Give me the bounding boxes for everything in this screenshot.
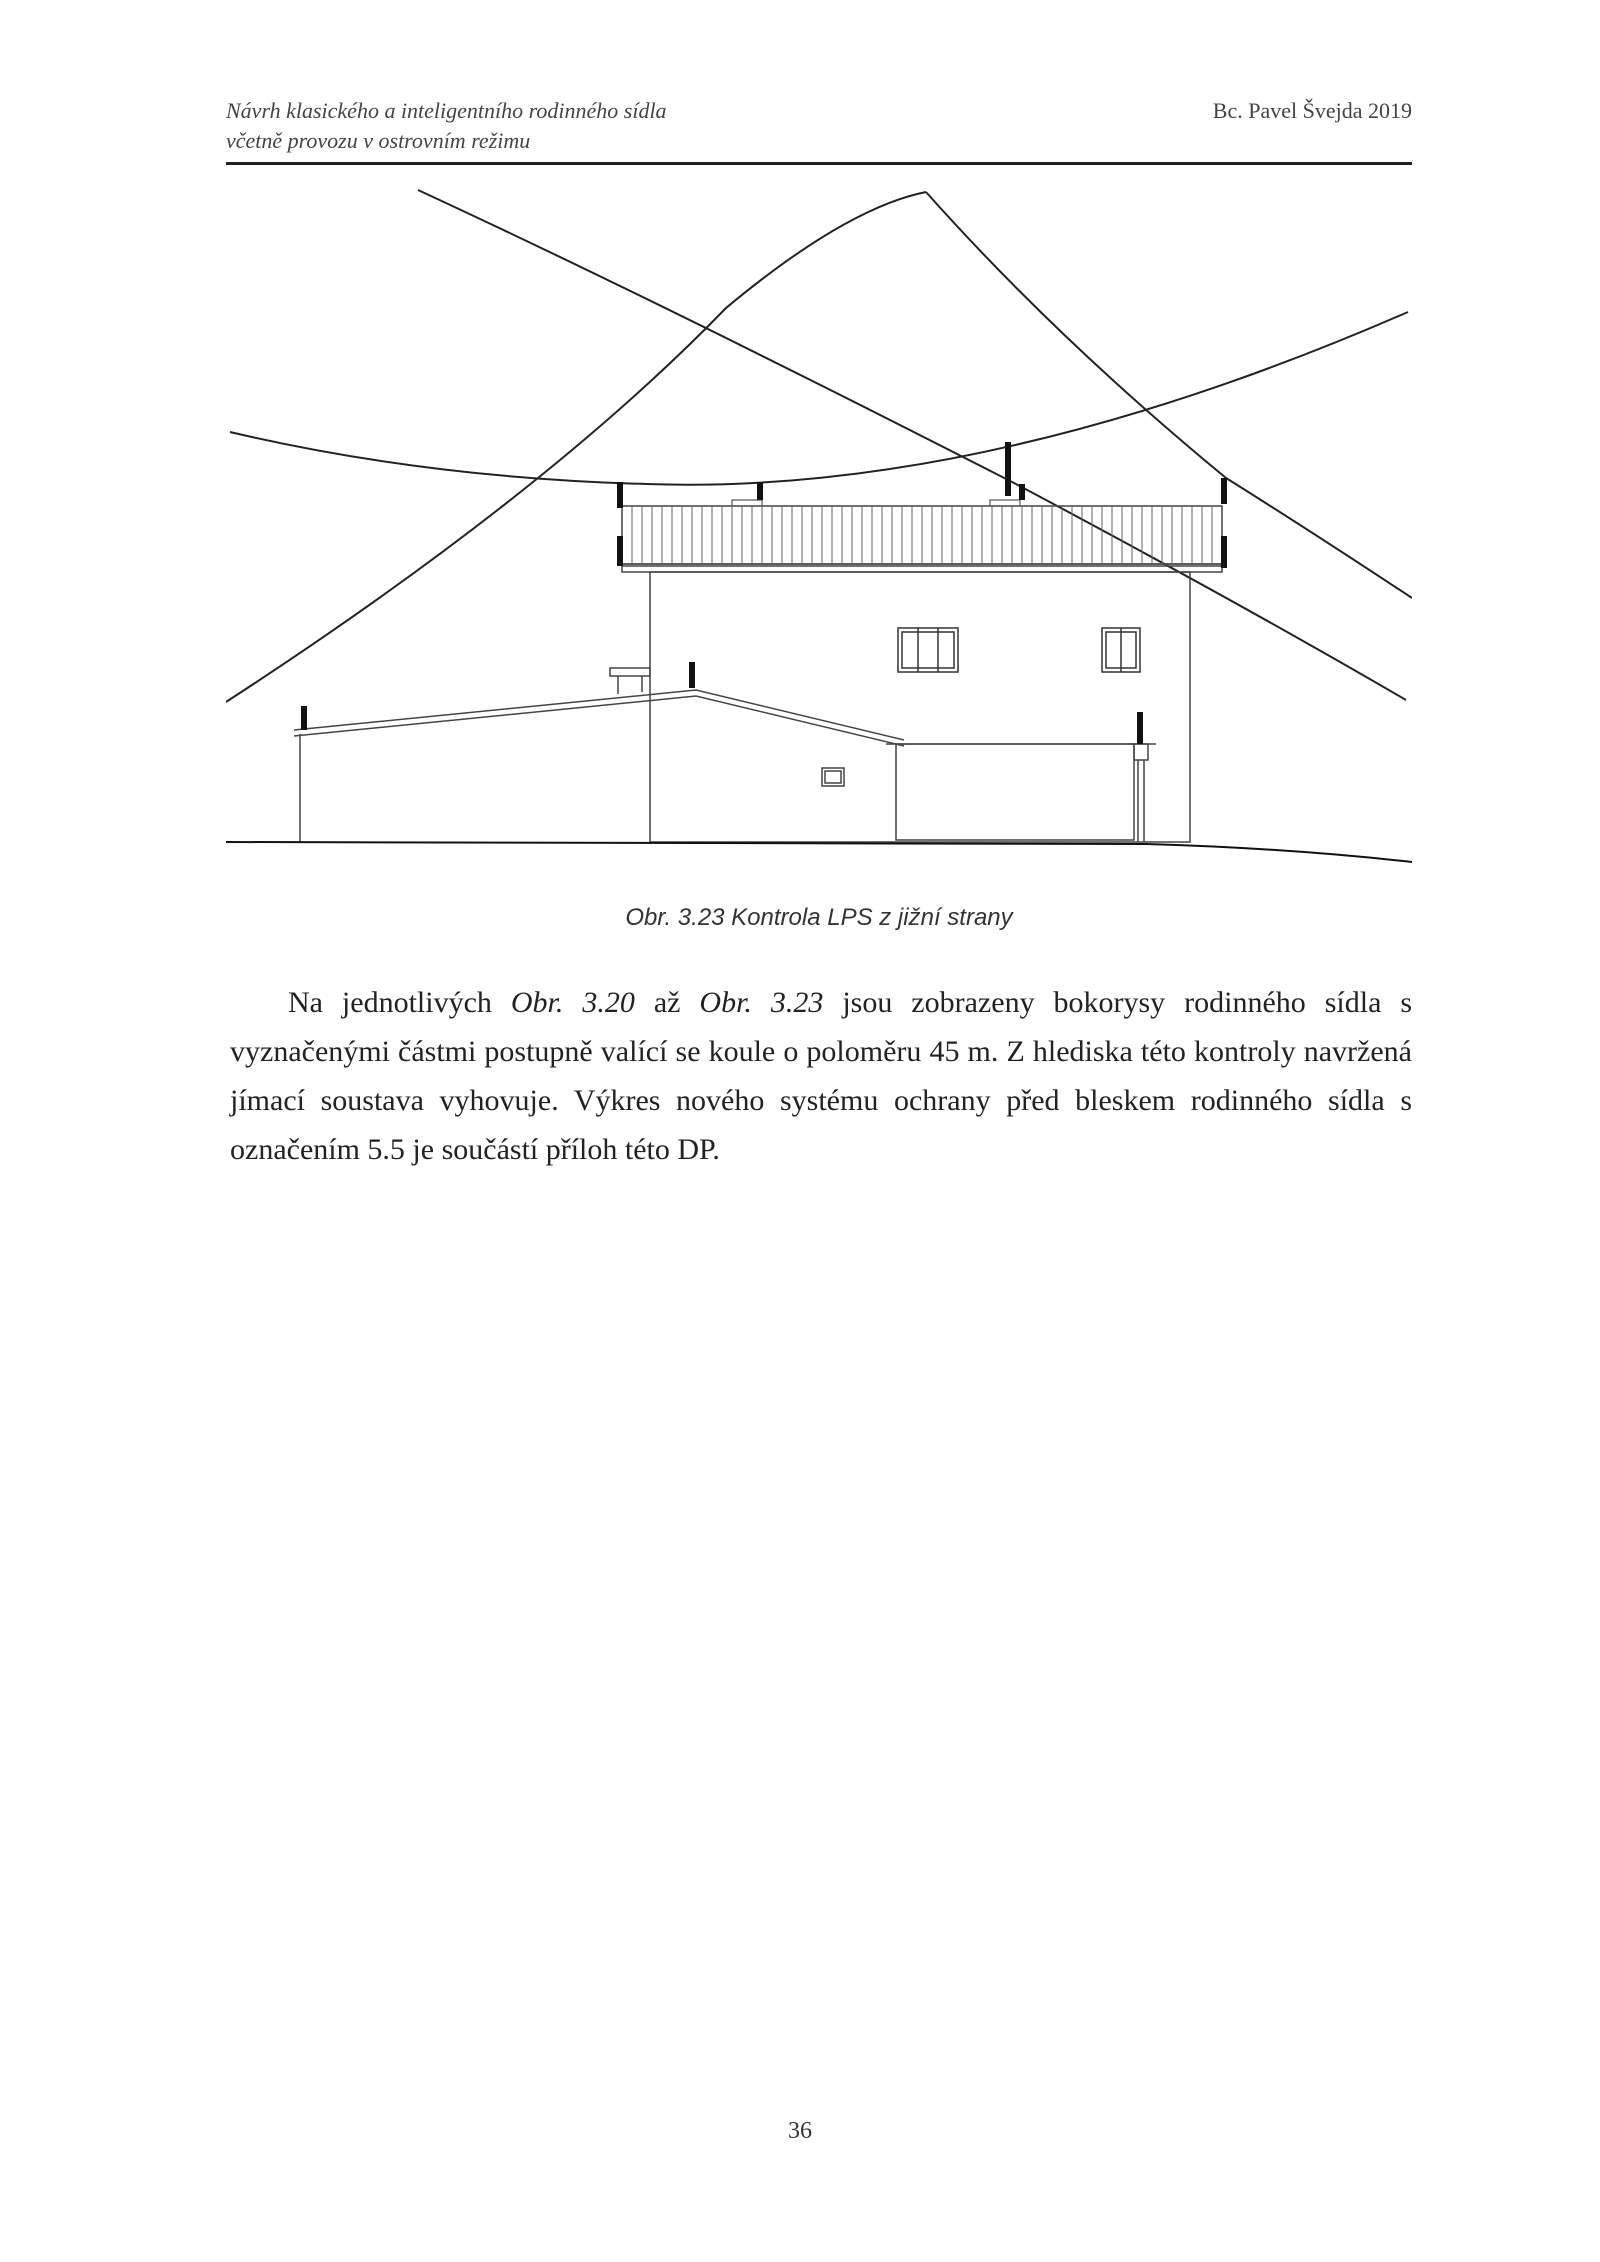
paragraph-text-rest: jsou zobrazeny bokorysy rodinného sídla s vyznačenými částmi postupně valící se koule o poloměru 45 m. Z hlediska této kontroly navržená jímací soustava vyhovuje. Výkres nového systému ochrany před bleskem rodinného sídla s označením 5.5 je součástí příloh této DP.	[230, 986, 1413, 1166]
paragraph-text-start: Na jednotlivých	[288, 986, 511, 1019]
sphere-arc-peak-left	[226, 192, 926, 702]
header-title-line2: včetně provozu v ostrovním režimu	[226, 128, 531, 153]
parapet-siding	[632, 506, 1212, 564]
header-title-line1: Návrh klasického a inteligentního rodinného sídla	[226, 98, 667, 123]
upper-storey-wall	[650, 572, 1190, 842]
header-title	[226, 96, 667, 156]
garage-block	[896, 744, 1134, 840]
body-paragraph	[230, 978, 1412, 1174]
figure-reference-start: Obr. 3.20	[510, 986, 635, 1019]
ground-line	[226, 842, 1412, 862]
roof-fascia	[622, 564, 1222, 572]
lps-elevation-drawing	[226, 178, 1412, 878]
sphere-arc-peak-right	[926, 192, 1412, 598]
figure-reference-end: Obr. 3.23	[699, 986, 824, 1019]
lower-roof	[294, 690, 904, 740]
header-divider	[226, 162, 1412, 165]
sphere-arc-left	[418, 190, 1406, 700]
upper-windows	[898, 628, 1140, 672]
page-number: 36	[788, 2118, 812, 2144]
air-termination-rods	[304, 442, 1224, 744]
paragraph-connector: až	[634, 986, 700, 1019]
sphere-arc-right	[230, 312, 1408, 485]
figure-caption: Obr. 3.23 Kontrola LPS z jižní strany	[625, 904, 1013, 931]
header-author-year: Bc. Pavel Švejda 2019	[1212, 98, 1412, 123]
